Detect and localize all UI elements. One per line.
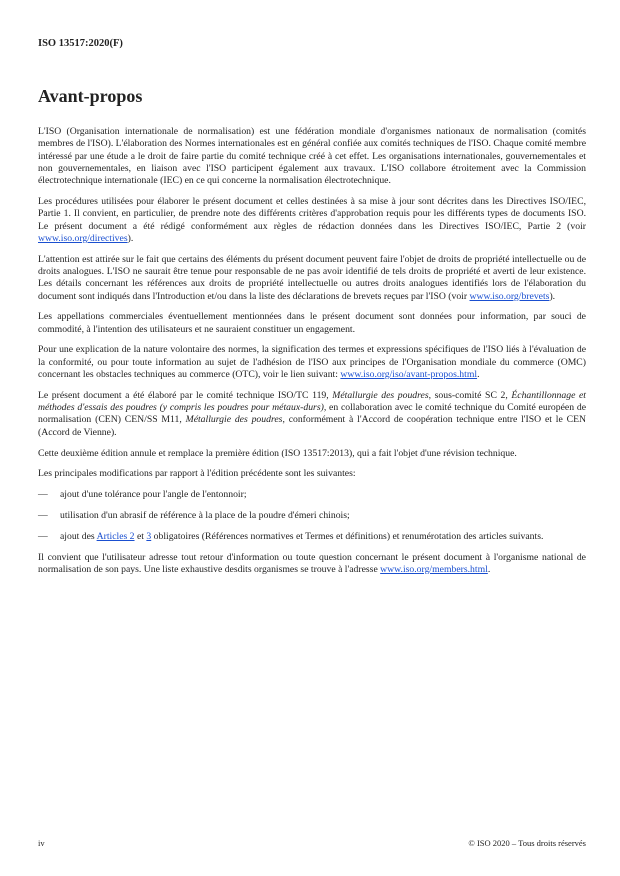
text: , conformément à l'Accord de coopération technique entre l'ISO et le CEN (Accord de Vienne). [38, 414, 586, 438]
link-article-2[interactable]: Articles 2 [96, 530, 135, 542]
dash-bullet: — [38, 509, 48, 521]
text: L'attention est attirée sur le fait que certains des éléments du présent document peuvent faire l'objet de droits de propriété intellectuelle ou de droits analogues. L'ISO ne saurait être tenue pour responsable de ne pas avoir identifié de tels droits de propriété et averti de leur existence. Les détails concernant les références aux droits de propriété intellectuelle ou autres droits analogues identifiés lors de l'élaboration du document sont indiqués dans l'Introduction et/ou dans la liste des déclarations de brevets reçues par l'ISO (voir [38, 253, 586, 302]
link-directives[interactable]: www.iso.org/directives [38, 232, 128, 244]
italic-text: Métallurgie des poudres [185, 414, 283, 426]
page-footer [38, 838, 586, 848]
list-item [38, 510, 586, 522]
paragraph [38, 196, 586, 245]
paragraph [38, 390, 586, 439]
list-text: utilisation d'un abrasif de référence à la place de la poudre d'émeri chinois; [60, 509, 350, 521]
link-article-3[interactable]: 3 [146, 530, 152, 542]
dash-bullet: — [38, 489, 48, 501]
text: Le présent document a été élaboré par le comité technique ISO/TC 119, [38, 389, 333, 401]
paragraph [38, 552, 586, 577]
list-text: ajout d'une tolérance pour l'angle de l'entonnoir; [60, 489, 247, 501]
text: Les procédures utilisées pour élaborer le présent document et celles destinées à sa mise à jour sont décrites dans les Directives ISO/IEC, Partie 1. Il convient, en particulier, de prendre note des différents critères d'approbation requis pour les différents types de documents ISO. Le présent document a été rédigé conformément aux règles de rédaction données dans les Directives ISO/IEC, Partie 2 (voir [38, 195, 586, 232]
document-body [38, 126, 586, 585]
text: . [477, 369, 480, 381]
paragraph: L'ISO (Organisation internationale de normalisation) est une fédération mondiale d'organismes nationaux de normalisation (comités membres de l'ISO). L'élaboration des Normes internationales est en général confiée aux comités techniques de l'ISO. Chaque comité membre intéressé par une étude a le droit de faire partie du comité technique créé à cet effet. Les organisations internationales, gouvernementales et non gouvernementales, en liaison avec l'ISO participent également aux travaux. L'ISO collabore étroitement avec la Commission électrotechnique internationale (IEC) en ce qui concerne la normalisation électrotechnique. [38, 126, 586, 187]
text: , sous-comité SC 2, [428, 389, 512, 401]
italic-text: Métallurgie des poudres [332, 389, 429, 401]
page-number: iv [38, 838, 45, 848]
paragraph [38, 254, 586, 303]
paragraph [38, 344, 586, 381]
link-avant-propos[interactable]: www.iso.org/iso/avant-propos.html [340, 369, 478, 381]
text: ). [549, 290, 556, 302]
italic-text: Échantillonnage et méthodes d'essais des poudres (y compris les poudres pour métaux-durs), [38, 389, 586, 414]
document-id: ISO 13517:2020(F) [38, 38, 123, 49]
text: et [134, 530, 147, 542]
text: Pour une explication de la nature volontaire des normes, la signification des termes et expressions spécifiques de l'ISO liés à l'évaluation de la conformité, ou pour toute information au sujet de l'adhésion de l'ISO aux principes de l'Organisation mondiale du commerce (OMC) concernant les obstacles techniques au commerce (OTC), voir le lien suivant: [38, 344, 586, 381]
link-members[interactable]: www.iso.org/members.html [380, 563, 488, 575]
list-text [60, 531, 586, 543]
page-title: Avant-propos [38, 86, 143, 106]
paragraph: Cette deuxième édition annule et remplace la première édition (ISO 13517:2013), qui a fait l'objet d'une révision technique. [38, 447, 517, 459]
paragraph: Les principales modifications par rapport à l'édition précédente sont les suivantes: [38, 468, 356, 480]
text: obligatoires (Références normatives et Termes et définitions) et renumérotation des articles suivants. [151, 530, 544, 542]
text: en collaboration avec le comité technique du Comité européen de normalisation (CEN) CEN/SS M11, [38, 402, 586, 426]
text: ). [127, 232, 134, 244]
list-item [38, 489, 586, 501]
text: . [487, 563, 491, 575]
copyright: © ISO 2020 – Tous droits réservés [468, 838, 586, 848]
dash-bullet: — [38, 530, 48, 542]
link-brevets[interactable]: www.iso.org/brevets [469, 290, 550, 302]
text: ajout des [60, 530, 97, 542]
list-item [38, 531, 586, 543]
paragraph: Les appellations commerciales éventuellement mentionnées dans le présent document sont données pour information, par souci de commodité, à l'intention des utilisateurs et ne sauraient constituer un engagement. [38, 311, 586, 335]
text: Il convient que l'utilisateur adresse tout retour d'information ou toute question concernant le présent document à l'organisme national de normalisation de son pays. Une liste exhaustive desdits organismes se trouve à l'adresse [38, 551, 586, 575]
